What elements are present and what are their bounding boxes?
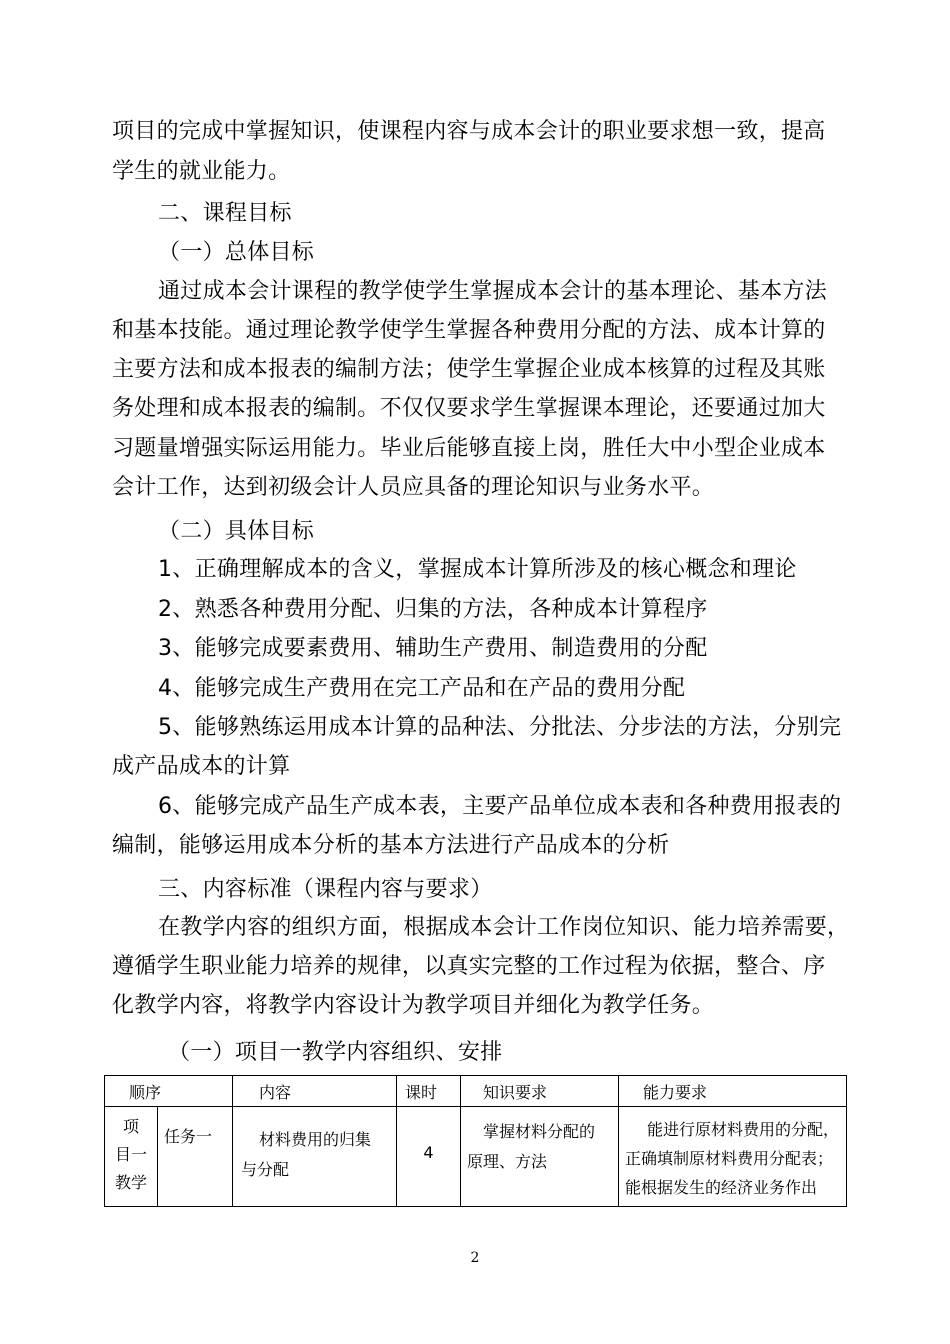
header-order: 顺序 [105,1076,233,1107]
paragraph-line: 化教学内容，将教学内容设计为教学项目并细化为教学任务。 [112,993,715,1018]
project-label-line: 教学 [114,1173,147,1192]
header-ability: 能力要求 [619,1076,847,1107]
header-hours: 课时 [397,1076,461,1107]
content-table [104,1075,847,1207]
project-label-line: 项 [122,1117,139,1136]
paragraph-line: 项目的完成中掌握知识，使课程内容与成本会计的职业要求想一致，提高 [112,119,826,144]
knowledge-line: 原理、方法 [467,1152,548,1171]
paragraph-line: 通过成本会计课程的教学使学生掌握成本会计的基本理论、基本方法 [158,279,828,304]
goal-item: 2、熟悉各种费用分配、归集的方法，各种成本计算程序 [158,597,708,622]
subsection-heading: （一）项目一教学内容组织、安排 [168,1040,503,1065]
goal-item: 3、能够完成要素费用、辅助生产费用、制造费用的分配 [158,636,708,661]
content-line: 材料费用的归集 [259,1130,372,1149]
project-cell [105,1107,158,1207]
content-cell [233,1107,397,1207]
paragraph-line: 务处理和成本报表的编制。不仅仅要求学生掌握课本理论，还要通过加大 [112,396,826,421]
table-row [105,1107,847,1207]
goal-item-continuation: 成产品成本的计算 [112,754,291,779]
paragraph-line: 会计工作，达到初级会计人员应具备的理论知识与业务水平。 [112,475,715,500]
knowledge-cell [461,1107,619,1207]
paragraph-line: 遵循学生职业能力培养的规律，以真实完整的工作过程为依据，整合、序 [112,954,826,979]
goal-item: 4、能够完成生产费用在完工产品和在产品的费用分配 [158,676,686,701]
paragraph-line: 和基本技能。通过理论教学使学生掌握各种费用分配的方法、成本计算的 [112,318,826,343]
header-content: 内容 [233,1076,397,1107]
goal-item-continuation: 编制，能够运用成本分析的基本方法进行产品成本的分析 [112,833,670,858]
ability-cell [619,1107,847,1207]
goal-item: 5、能够熟练运用成本计算的品种法、分批法、分步法的方法，分别完 [158,715,842,740]
content-line: 与分配 [241,1160,290,1179]
section-heading: 二、课程目标 [158,201,292,226]
task-cell: 任务一 [158,1107,233,1207]
header-knowledge: 知识要求 [461,1076,619,1107]
paragraph-line: 主要方法和成本报表的编制方法；使学生掌握企业成本核算的过程及其账 [112,357,826,382]
paragraph-line: 习题量增强实际运用能力。毕业后能够直接上岗，胜任大中小型企业成本 [112,436,826,461]
hours-cell: 4 [397,1107,461,1207]
knowledge-line: 掌握材料分配的 [483,1122,596,1141]
ability-line: 能根据发生的经济业务作出 [625,1178,818,1197]
section-heading: 三、内容标准（课程内容与要求） [158,877,493,902]
paragraph-line: 在教学内容的组织方面，根据成本会计工作岗位知识、能力培养需要， [158,915,850,940]
ability-line: 正确填制原材料费用分配表； [625,1149,834,1168]
subsection-heading: （一）总体目标 [158,240,315,265]
paragraph-line: 学生的就业能力。 [112,159,291,184]
project-label-line: 目一 [114,1145,147,1164]
page-number: 2 [470,1250,480,1266]
goal-item: 1、正确理解成本的含义，掌握成本计算所涉及的核心概念和理论 [158,557,797,582]
subsection-heading: （二）具体目标 [158,519,315,544]
table-header-row [105,1076,847,1107]
goal-item: 6、能够完成产品生产成本表，主要产品单位成本表和各种费用报表的 [158,794,842,819]
ability-line: 能进行原材料费用的分配， [647,1120,840,1139]
